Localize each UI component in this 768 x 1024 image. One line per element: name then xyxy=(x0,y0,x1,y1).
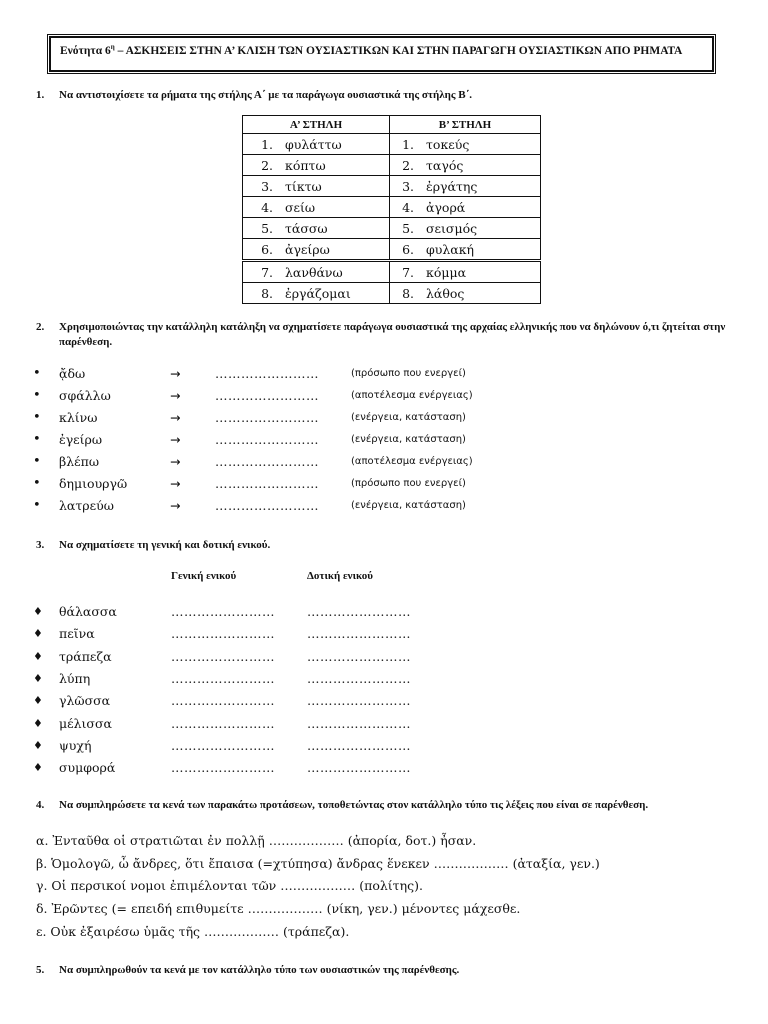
hint: (ενέργεια, κατάσταση) xyxy=(351,412,466,423)
hint: (αποτέλεσμα ενέργειας) xyxy=(351,390,473,401)
column-a-header: Α’ ΣΤΗΛΗ xyxy=(243,116,390,134)
matching-table xyxy=(242,115,541,304)
fill-in-sentence: δ. Ἐρῶντες (= επειδή επιθυμείτε ……………… (νίκη, γεν.) μένοντες μάχεσθε. xyxy=(36,901,521,917)
genitive-blank[interactable]: …………………… xyxy=(171,670,275,686)
question-4-number: 4. xyxy=(36,799,45,811)
diamond-bullet-icon: ♦ xyxy=(33,694,43,708)
noun: πεῖνα xyxy=(59,626,95,642)
question-1-number: 1. xyxy=(36,89,45,101)
verb: δημιουργῶ xyxy=(59,476,128,491)
hint: (ενέργεια, κατάσταση) xyxy=(351,500,466,511)
item-number: 6. xyxy=(402,241,414,257)
derivation-item xyxy=(0,452,768,472)
diamond-bullet-icon: ♦ xyxy=(33,671,43,685)
diamond-bullet-icon: ♦ xyxy=(33,716,43,730)
verb: σείω xyxy=(285,199,316,215)
verb: κλίνω xyxy=(59,410,98,425)
dative-blank[interactable]: …………………… xyxy=(307,626,411,642)
bullet-icon: • xyxy=(33,388,41,403)
matching-row xyxy=(243,261,541,283)
bullet-icon: • xyxy=(33,432,41,447)
arrow-icon: → xyxy=(170,454,181,469)
dative-blank[interactable]: …………………… xyxy=(307,604,411,619)
matching-row xyxy=(243,176,541,197)
noun: θάλασσα xyxy=(59,604,117,619)
arrow-icon: → xyxy=(170,388,181,403)
verb: ἀγείρω xyxy=(285,241,330,257)
noun: τράπεζα xyxy=(59,648,112,664)
dative-blank[interactable]: …………………… xyxy=(307,715,411,731)
noun: κόμμα xyxy=(426,264,467,280)
verb: κόπτω xyxy=(285,157,326,173)
noun: σεισμός xyxy=(426,220,478,236)
answer-blank[interactable]: …………………… xyxy=(215,366,319,381)
genitive-column-header: Γενική ενικού xyxy=(171,570,237,582)
item-number: 8. xyxy=(261,285,273,301)
noun: γλῶσσα xyxy=(59,693,111,709)
item-number: 6. xyxy=(261,241,273,257)
question-2-number: 2. xyxy=(36,321,45,333)
bullet-icon: • xyxy=(33,498,41,513)
question-4-text: Να συμπληρώσετε τα κενά των παρακάτω προτάσεων, τοποθετώντας στον κατάλληλο τύπο τις λέξεις που είναι σε παρένθεση. xyxy=(59,799,649,811)
verb: βλέπω xyxy=(59,454,100,469)
verb: ἐργάζομαι xyxy=(285,285,351,301)
derivation-item xyxy=(0,430,768,450)
matching-row xyxy=(243,283,541,304)
answer-blank[interactable]: …………………… xyxy=(215,410,319,425)
noun: ψυχή xyxy=(59,737,92,753)
matching-row xyxy=(243,218,541,239)
item-number: 2. xyxy=(402,157,414,173)
derivation-item xyxy=(0,386,768,406)
hint: (ενέργεια, κατάσταση) xyxy=(351,434,466,445)
answer-blank[interactable]: …………………… xyxy=(215,432,319,447)
item-number: 7. xyxy=(261,264,273,280)
declension-item xyxy=(0,736,768,756)
genitive-blank[interactable]: …………………… xyxy=(171,693,275,709)
hint: (αποτέλεσμα ενέργειας) xyxy=(351,456,473,467)
noun: λάθος xyxy=(426,285,465,301)
genitive-blank[interactable]: …………………… xyxy=(171,715,275,731)
diamond-bullet-icon: ♦ xyxy=(33,738,43,752)
fill-in-sentence: α. Ἐνταῦθα οἱ στρατιῶται ἐν πολλῇ ……………… (ἀπορία, δοτ.) ἦσαν. xyxy=(36,833,477,848)
item-number: 1. xyxy=(261,136,273,152)
noun: τοκεύς xyxy=(426,136,470,152)
bullet-icon: • xyxy=(33,366,41,381)
column-b-header: Β’ ΣΤΗΛΗ xyxy=(390,116,541,134)
noun: λύπη xyxy=(59,670,91,686)
genitive-blank[interactable]: …………………… xyxy=(171,626,275,642)
declension-item xyxy=(0,691,768,711)
verb: τάσσω xyxy=(285,220,328,236)
genitive-blank[interactable]: …………………… xyxy=(171,737,275,753)
declension-item xyxy=(0,758,768,778)
question-5-text: Να συμπληρωθούν τα κενά με τον κατάλληλο τύπο των ουσιαστικών της παρένθεσης. xyxy=(59,964,460,976)
declension-item xyxy=(0,669,768,689)
noun: ἐργάτης xyxy=(426,178,478,194)
declension-item xyxy=(0,602,768,622)
answer-blank[interactable]: …………………… xyxy=(215,454,319,469)
fill-in-sentence: γ. Οἱ περσικοί νομοι ἐπιμέλονται τῶν ……………… (πολίτης). xyxy=(36,878,423,894)
genitive-blank[interactable]: …………………… xyxy=(171,648,275,664)
dative-blank[interactable]: …………………… xyxy=(307,670,411,686)
item-number: 2. xyxy=(261,157,273,173)
item-number: 5. xyxy=(261,220,273,236)
dative-blank[interactable]: …………………… xyxy=(307,737,411,753)
diamond-bullet-icon: ♦ xyxy=(33,761,43,775)
matching-row xyxy=(243,155,541,176)
answer-blank[interactable]: …………………… xyxy=(215,498,319,513)
matching-row xyxy=(243,197,541,218)
arrow-icon: → xyxy=(170,498,181,513)
worksheet-title: Ενότητα $6^\eta$ – ΑΣΚΗΣΕΙΣ ΣΤΗΝ Α’ ΚΛΙΣΗ ΤΩΝ ΟΥΣΙΑΣΤΙΚΩΝ ΚΑΙ ΣΤΗΝ ΠΑΡΑΓΩΓΗ ΟΥΣΙΑΣΤΙΚΩΝ ΑΠΟ ΡΗΜΑΤΑ xyxy=(60,43,683,57)
dative-blank[interactable]: …………………… xyxy=(307,760,411,776)
answer-blank[interactable]: …………………… xyxy=(215,388,319,403)
answer-blank[interactable]: …………………… xyxy=(215,476,319,491)
item-number: 3. xyxy=(261,178,273,194)
derivation-item xyxy=(0,474,768,494)
item-number: 7. xyxy=(402,264,414,280)
noun: ἀγορά xyxy=(426,199,466,215)
hint: (πρόσωπο που ενεργεί) xyxy=(351,368,466,379)
noun: συμφορά xyxy=(59,760,116,776)
verb: τίκτω xyxy=(285,178,322,194)
bullet-icon: • xyxy=(33,476,41,491)
declension-item xyxy=(0,714,768,734)
question-2-text: Χρησιμοποιώντας την κατάλληλη κατάληξη να σχηματίσετε παράγωγα ουσιαστικά της αρχαίας ελληνικής που να δηλώνουν ό,τι ζητείται στην παρένθεση. xyxy=(59,321,726,348)
diamond-bullet-icon: ♦ xyxy=(33,649,43,663)
matching-row xyxy=(243,134,541,155)
diamond-bullet-icon: ♦ xyxy=(33,627,43,641)
arrow-icon: → xyxy=(170,366,181,381)
verb: ᾄδω xyxy=(59,366,86,381)
item-number: 5. xyxy=(402,220,414,236)
hint: (πρόσωπο που ενεργεί) xyxy=(351,478,466,489)
derivation-item xyxy=(0,364,768,384)
declension-item xyxy=(0,647,768,667)
verb: λατρεύω xyxy=(59,498,114,513)
bullet-icon: • xyxy=(33,454,41,469)
matching-row xyxy=(243,239,541,261)
genitive-blank[interactable]: …………………… xyxy=(171,760,275,776)
dative-column-header: Δοτική ενικού xyxy=(307,570,374,582)
question-1-text: Να αντιστοιχίσετε τα ρήματα της στήλης Α΄ με τα παράγωγα ουσιαστικά της στήλης Β΄. xyxy=(59,89,472,101)
arrow-icon: → xyxy=(170,476,181,491)
item-number: 1. xyxy=(402,136,414,152)
item-number: 4. xyxy=(261,199,273,215)
derivation-item xyxy=(0,408,768,428)
item-number: 3. xyxy=(402,178,414,194)
genitive-blank[interactable]: …………………… xyxy=(171,604,275,619)
arrow-icon: → xyxy=(170,410,181,425)
bullet-icon: • xyxy=(33,410,41,425)
fill-in-sentence: ε. Οὐκ ἐξαιρέσω ὑμᾶς τῆς ……………… (τράπεζα). xyxy=(36,923,350,939)
question-5-number: 5. xyxy=(36,964,45,976)
dative-blank[interactable]: …………………… xyxy=(307,693,411,709)
question-3-text: Να σχηματίσετε τη γενική και δοτική ενικού. xyxy=(59,539,271,551)
verb: ἐγείρω xyxy=(59,432,103,447)
declension-item xyxy=(0,624,768,644)
question-3-number: 3. xyxy=(36,539,45,551)
title-box xyxy=(49,36,714,72)
verb: σφάλλω xyxy=(59,388,111,403)
noun: μέλισσα xyxy=(59,715,112,731)
verb: λανθάνω xyxy=(285,264,343,280)
verb: φυλάττω xyxy=(285,136,342,152)
noun: ταγός xyxy=(426,157,464,173)
arrow-icon: → xyxy=(170,432,181,447)
item-number: 4. xyxy=(402,199,414,215)
noun: φυλακή xyxy=(426,241,475,257)
dative-blank[interactable]: …………………… xyxy=(307,648,411,664)
derivation-item xyxy=(0,496,768,516)
item-number: 8. xyxy=(402,285,414,301)
diamond-bullet-icon: ♦ xyxy=(33,605,43,618)
fill-in-sentence: β. Ὁμολογῶ, ὦ ἄνδρες, ὅτι ἔπαισα (=χτύπησα) ἄνδρας ἕνεκεν ……………… (ἀταξία, γεν.) xyxy=(36,855,600,871)
